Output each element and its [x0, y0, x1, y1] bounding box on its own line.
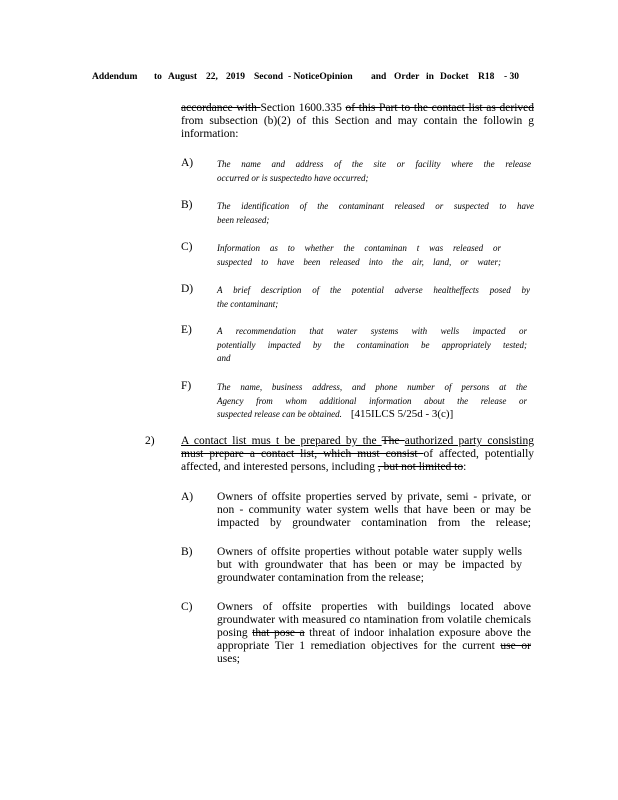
item-label: E): [181, 324, 192, 336]
sub-item-c: [217, 242, 501, 269]
owners-item-b: [217, 546, 522, 585]
item-2-paragraph: [181, 435, 534, 474]
header-word: R18: [478, 72, 495, 82]
item-line: occurred or is suspectedto have occurred;: [217, 172, 369, 183]
item-label: C): [181, 241, 193, 253]
header-word: Addendum: [92, 72, 138, 82]
sub-item-f: [217, 381, 527, 422]
intro-paragraph: [181, 102, 534, 141]
item-line: The name, business address, and phone number of persons at the: [217, 382, 527, 392]
item-line: [217, 408, 527, 422]
item-2-line-3: [181, 461, 534, 474]
header-word: 2019: [226, 72, 245, 82]
item-label: A): [181, 157, 194, 169]
plain-text: posing: [217, 627, 253, 639]
item-2-line-1: [181, 435, 534, 448]
deleted-text: , but not limited to: [377, 461, 464, 473]
owners-item-c: [217, 601, 531, 666]
item-line: A brief description of the potential adverse healtheffects posed by: [217, 285, 530, 295]
item-line: but with groundwater that has been or may be impacted by: [217, 559, 522, 571]
header-word: - NoticeOpinion: [288, 72, 353, 82]
item-line: potentially impacted by the contamination be appropriately tested;: [217, 339, 527, 350]
owners-item-a: [217, 491, 531, 530]
header-word: - 30: [504, 72, 520, 82]
item-line: suspected to have been released into the air, land, or water;: [217, 256, 501, 267]
intro-line-1: [181, 102, 534, 115]
plain-text: affected, and interested persons, including: [181, 461, 378, 473]
item-line: groundwater with measured co ntamination from volatile chemicals: [217, 614, 531, 626]
plain-text: of affected, potentially: [423, 448, 535, 460]
deleted-text: use or: [500, 640, 531, 652]
item-line: impacted by groundwater contamination from the release;: [217, 517, 531, 529]
header-word: Docket: [440, 72, 469, 82]
sub-item-e: [217, 325, 527, 366]
deleted-text: must prepare a contact list, which must consist: [181, 448, 424, 460]
deleted-text: that pose a: [252, 627, 305, 639]
header-word: in: [426, 72, 434, 82]
item-line: Agency from whom additional information about the release or: [217, 395, 527, 406]
intro-line-2: from subsection (b)(2) of this Section and may contain the followin g: [181, 115, 534, 127]
deleted-text: accordance with: [181, 102, 261, 114]
item-label: F): [181, 380, 192, 392]
header-word: to: [154, 72, 162, 82]
item-line: The name and address of the site or facility where the release: [217, 159, 531, 169]
item-line: [217, 640, 531, 653]
item-line: The identification of the contaminant released or suspected to have: [217, 201, 534, 211]
inserted-text: A contact list mus t be prepared by the: [181, 435, 382, 447]
item-label: C): [181, 601, 193, 613]
item-2-line-2: [181, 448, 534, 461]
sub-item-d: [217, 284, 530, 311]
header-word: Order: [394, 72, 420, 82]
item-line: A recommendation that water systems with wells impacted or: [217, 326, 527, 336]
inserted-text: authorized party consisting: [404, 435, 534, 447]
plain-text: appropriate Tier 1 remediation objectives for the current: [217, 640, 501, 652]
item-line: Information as to whether the contaminan t was released or: [217, 243, 501, 253]
item-label: D): [181, 283, 194, 295]
item-label: A): [181, 491, 194, 503]
item-line-italic: suspected release can be obtained.: [217, 409, 342, 419]
item-line: the contaminant;: [217, 298, 279, 309]
item-line: been released;: [217, 214, 270, 225]
sub-item-b: [217, 200, 534, 227]
item-line: and: [217, 353, 231, 363]
item-line: [217, 627, 531, 640]
item-line: groundwater contamination from the release;: [217, 572, 424, 584]
item-line: non - community water system wells that have been or may be: [217, 504, 531, 516]
item-label: 2): [145, 435, 155, 447]
header-word: and: [371, 72, 387, 82]
plain-text: threat of indoor inhalation exposure above the: [304, 627, 531, 639]
deleted-text: The: [381, 435, 405, 447]
item-label: B): [181, 546, 193, 558]
item-line: Owners of offsite properties with buildings located above: [217, 601, 531, 613]
header-word: 22,: [206, 72, 218, 82]
item-line: Owners of offsite properties served by private, semi - private, or: [217, 491, 531, 503]
deleted-text: of this Part to the contact list as derived: [345, 102, 534, 114]
sub-item-a: [217, 158, 531, 185]
item-label: B): [181, 199, 193, 211]
inserted-text: Section 1600.335: [260, 102, 346, 114]
intro-line-3: information:: [181, 128, 239, 140]
statute-citation: [415ILCS 5/25d - 3(c)]: [350, 408, 454, 420]
header-word: August: [168, 72, 198, 82]
item-line: uses;: [217, 653, 240, 665]
item-line: Owners of offsite properties without potable water supply wells: [217, 546, 522, 558]
plain-text: :: [463, 461, 467, 473]
header-word: Second: [254, 72, 284, 82]
